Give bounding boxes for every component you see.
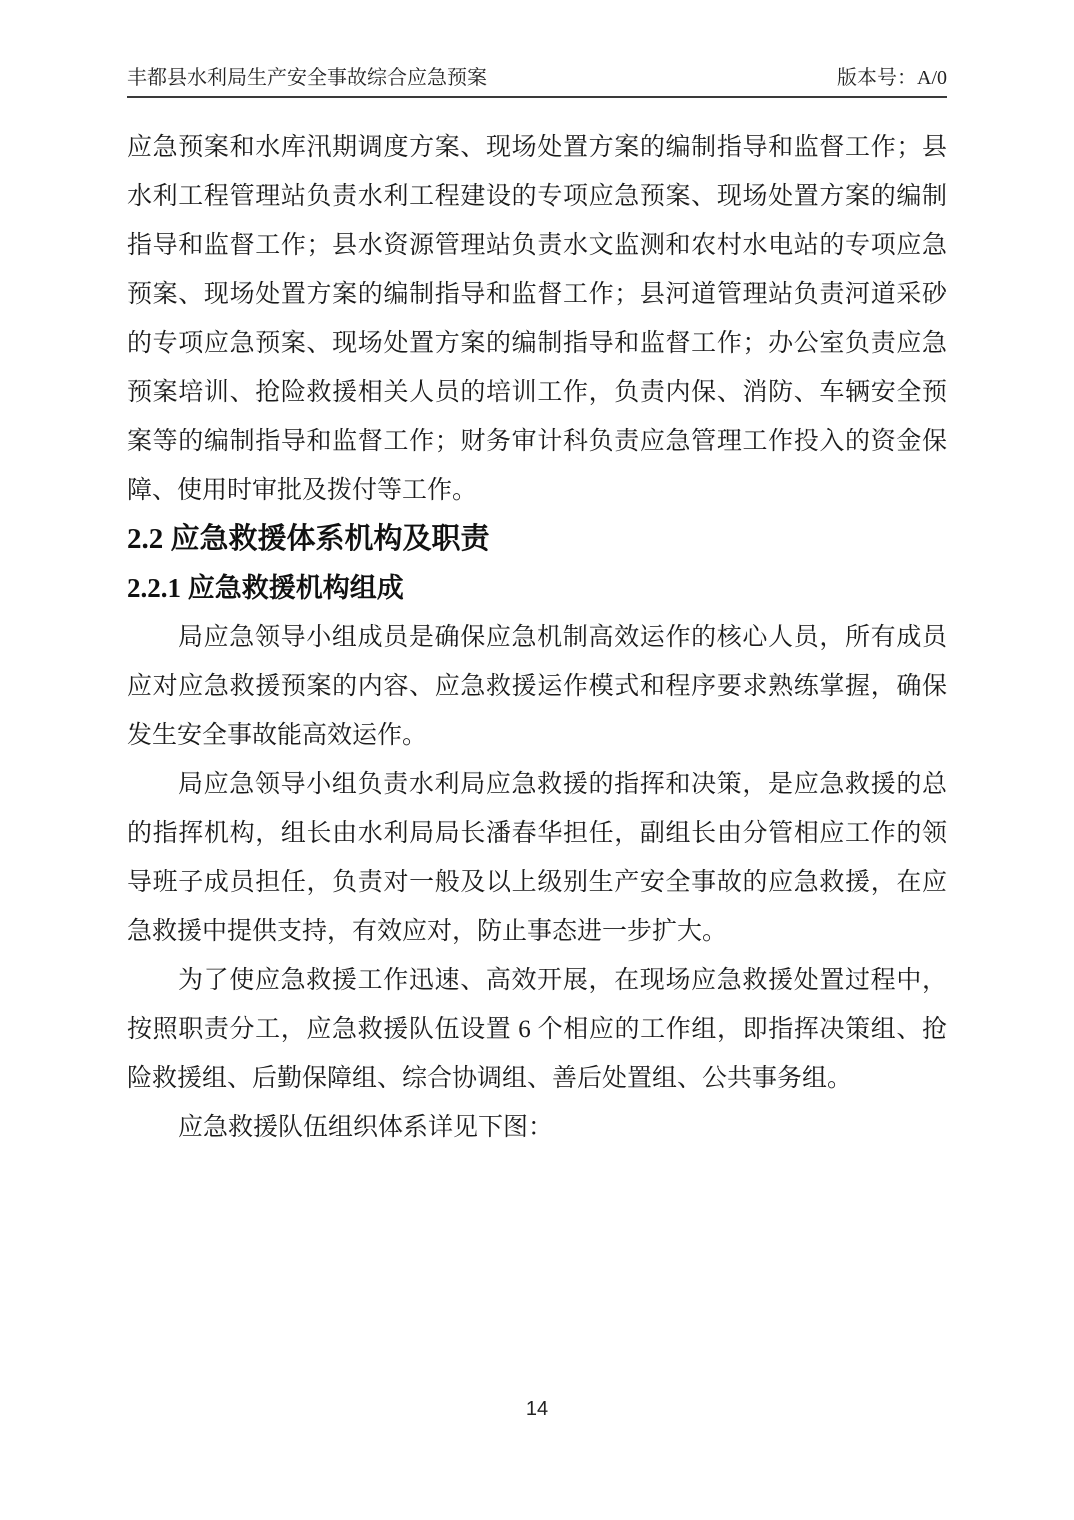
body-line: 局应急领导小组负责水利局应急救援的指挥和决策，是应急救援的总 [178, 771, 947, 798]
paragraph [127, 760, 947, 956]
body-line: 险救援组、后勤保障组、综合协调组、善后处置组、公共事务组。 [127, 1065, 853, 1092]
body-line: 应对应急救援预案的内容、应急救援运作模式和程序要求熟练掌握，确保 [127, 673, 947, 700]
body-line: 预案培训、抢险救援相关人员的培训工作，负责内保、消防、车辆安全预 [127, 379, 947, 406]
body-line: 指导和监督工作；县水资源管理站负责水文监测和农村水电站的专项应急 [127, 232, 947, 259]
body-line: 应急救援队伍组织体系详见下图： [178, 1114, 554, 1141]
paragraph [127, 123, 947, 515]
body-line: 预案、现场处置方案的编制指导和监督工作；县河道管理站负责河道采砂 [127, 281, 947, 308]
body-line: 水利工程管理站负责水利工程建设的专项应急预案、现场处置方案的编制 [127, 183, 947, 210]
paragraph [127, 1103, 947, 1152]
paragraph [127, 613, 947, 760]
body-line: 障、使用时审批及拨付等工作。 [127, 477, 478, 504]
body-line: 导班子成员担任，负责对一般及以上级别生产安全事故的应急救援，在应 [127, 869, 947, 896]
body-line: 案等的编制指导和监督工作；财务审计科负责应急管理工作投入的资金保 [127, 428, 947, 455]
subsection-heading: 2.2.1 应急救援机构组成 [127, 573, 404, 603]
body-line: 按照职责分工，应急救援队伍设置 6 个相应的工作组，即指挥决策组、抢 [127, 1016, 947, 1043]
section-heading: 2.2 应急救援体系机构及职责 [127, 523, 490, 555]
paragraph [127, 956, 947, 1103]
body-line: 为了使应急救援工作迅速、高效开展，在现场应急救援处置过程中， [178, 967, 947, 994]
body-line: 应急预案和水库汛期调度方案、现场处置方案的编制指导和监督工作；县 [127, 134, 947, 161]
header-version-label: 版本号：A/0 [837, 67, 947, 89]
body-line: 发生安全事故能高效运作。 [127, 722, 428, 749]
page-number: 14 [525, 1398, 549, 1420]
body-line: 的指挥机构，组长由水利局局长潘春华担任，副组长由分管相应工作的领 [127, 820, 947, 847]
page-header [127, 66, 947, 98]
body-line: 的专项应急预案、现场处置方案的编制指导和监督工作；办公室负责应急 [127, 330, 947, 357]
body-line: 局应急领导小组成员是确保应急机制高效运作的核心人员，所有成员 [178, 624, 947, 651]
body-line: 急救援中提供支持，有效应对，防止事态进一步扩大。 [127, 918, 728, 945]
page-footer [0, 1398, 1074, 1421]
document-body [127, 123, 947, 1152]
header-title: 丰都县水利局生产安全事故综合应急预案 [127, 67, 487, 89]
